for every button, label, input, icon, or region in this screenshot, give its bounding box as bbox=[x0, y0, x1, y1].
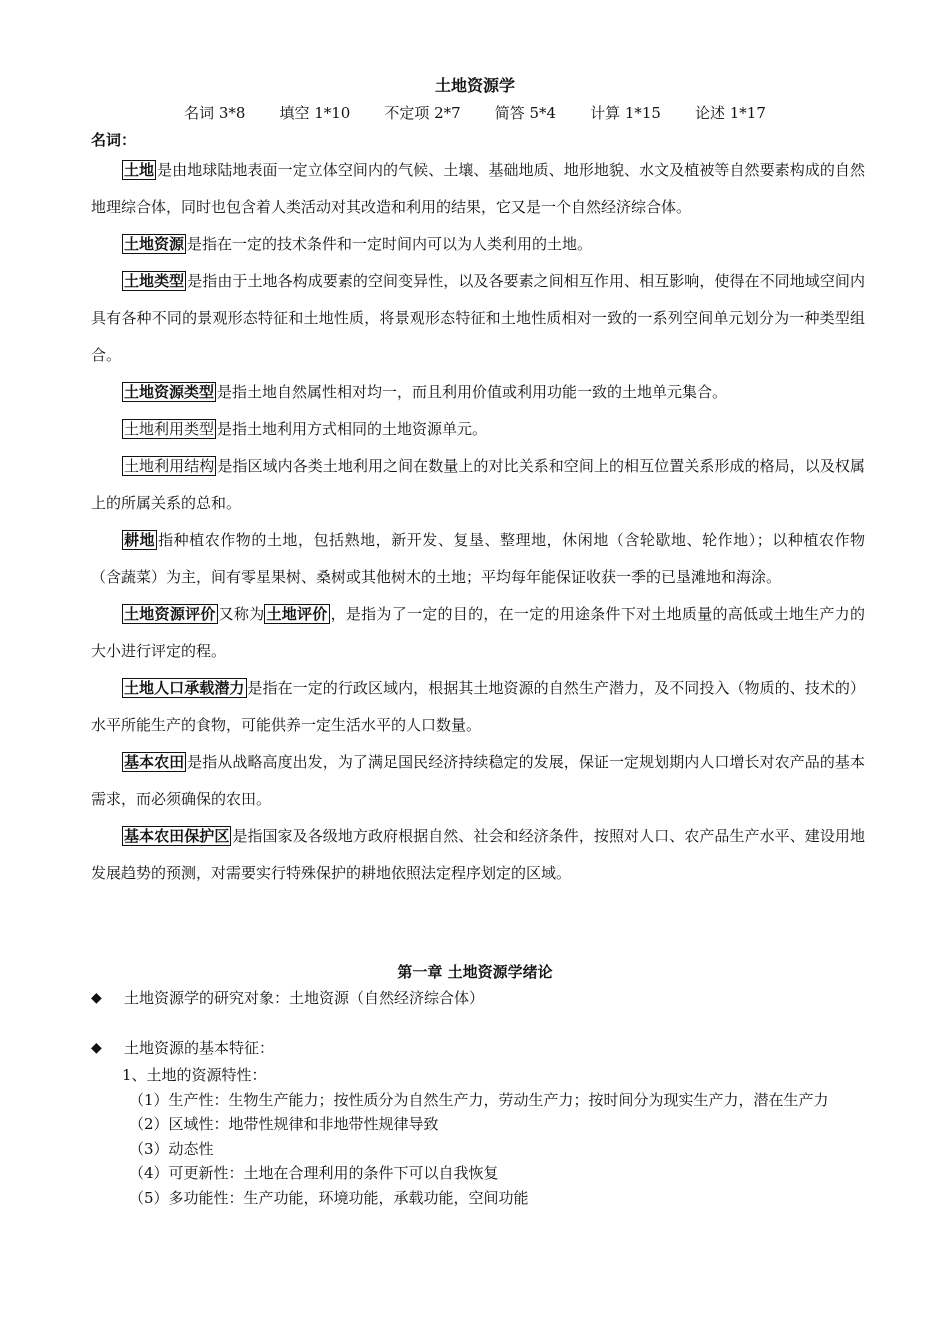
definition-paragraph bbox=[91, 522, 865, 596]
definition-text: 是由地球陆地表面一定立体空间内的气候、土壤、基础地质、地形地貌、水文及植被等自然要素构成的自然地理综合体，同时也包含着人类活动对其改造和利用的结果，它又是一个自然经济综合体。 bbox=[91, 161, 865, 216]
term-box: 土地评价 bbox=[266, 605, 328, 623]
score-item: 论述 1*17 bbox=[694, 104, 766, 122]
term-box: 土地人口承载潜力 bbox=[124, 679, 245, 697]
diamond-bullet-icon: ◆ bbox=[91, 1040, 102, 1056]
list-item: （4）可更新性：土地在合理利用的条件下可以自我恢复 bbox=[129, 1164, 499, 1182]
score-item: 简答 5*4 bbox=[494, 104, 557, 122]
definition-paragraph bbox=[91, 226, 865, 263]
sub-heading: 1、土地的资源特性： bbox=[122, 1066, 267, 1084]
definition-paragraph bbox=[91, 670, 865, 744]
list-item: （5）多功能性：生产功能，环境功能，承载功能，空间功能 bbox=[129, 1188, 529, 1207]
definition-paragraph bbox=[91, 411, 865, 448]
definition-text: 是指区域内各类土地利用之间在数量上的对比关系和空间上的相互位置关系形成的格局，以及权属上的所属关系的总和。 bbox=[91, 457, 865, 512]
score-item: 计算 1*15 bbox=[590, 104, 661, 122]
score-item: 名词 3*8 bbox=[184, 104, 246, 122]
score-item: 填空 1*10 bbox=[279, 104, 351, 122]
document-title: 土地资源学 bbox=[434, 76, 515, 95]
definition-text: 是指土地利用方式相同的土地资源单元。 bbox=[217, 420, 488, 438]
bullet-item bbox=[91, 1036, 274, 1060]
definition-text: 是指在一定的行政区域内，根据其土地资源的自然生产潜力，及不同投入（物质的、技术的）水平所能生产的食物，可能供养一定生活水平的人口数量。 bbox=[91, 679, 865, 734]
definition-text: 是指由于土地各构成要素的空间变异性，以及各要素之间相互作用、相互影响，使得在不同地域空间内具有各种不同的景观形态特征和土地性质，将景观形态特征和土地性质相对一致的一系列空间单元划分为一种类型组合。 bbox=[91, 272, 865, 364]
term-box: 土地 bbox=[124, 161, 155, 179]
definition-text: 指种植农作物的土地，包括熟地，新开发、复垦、整理地，休闲地（含轮歇地、轮作地）；以种植农作物（含蔬菜）为主，间有零星果树、桑树或其他树木的土地；平均每年能保证收获一季的已垦滩地和海涂。 bbox=[91, 531, 865, 586]
definition-paragraph bbox=[91, 448, 865, 522]
term-box: 基本农田保护区 bbox=[124, 827, 230, 845]
term-box: 耕地 bbox=[124, 531, 156, 549]
definition-text: 是指在一定的技术条件和一定时间内可以为人类利用的土地。 bbox=[187, 235, 593, 253]
bullet-text: 土地资源的基本特征： bbox=[124, 1039, 275, 1057]
term-box: 土地利用类型 bbox=[124, 420, 215, 438]
definition-text: 是指土地自然属性相对均一，而且利用价值或利用功能一致的土地单元集合。 bbox=[217, 383, 728, 401]
score-item: 不定项 2*7 bbox=[384, 104, 461, 122]
definition-paragraph bbox=[91, 374, 865, 411]
definition-text: 是指从战略高度出发，为了满足国民经济持续稳定的发展，保证一定规划期内人口增长对农产品的基本需求，而必须确保的农田。 bbox=[91, 753, 865, 808]
term-box: 基本农田 bbox=[124, 753, 185, 771]
terms-section-label: 名词： bbox=[91, 131, 137, 149]
bullet-item bbox=[91, 986, 484, 1010]
bullet-text: 土地资源学的研究对象：土地资源（自然经济综合体） bbox=[124, 989, 485, 1007]
list-item: （1）生产性：生物生产能力；按性质分为自然生产力，劳动生产力；按时间分为现实生产力，潜在生产力 bbox=[129, 1090, 829, 1109]
definition-paragraph bbox=[91, 263, 865, 374]
score-distribution bbox=[0, 101, 950, 125]
list-item: （3）动态性 bbox=[129, 1139, 214, 1158]
definition-text: ，是指为了一定的目的，在一定的用途条件下对土地质量的高低或土地生产力的大小进行评定的程。 bbox=[91, 605, 865, 660]
definition-paragraph bbox=[91, 152, 865, 226]
definition-paragraph bbox=[91, 596, 865, 670]
definition-paragraph bbox=[91, 818, 865, 892]
diamond-bullet-icon: ◆ bbox=[91, 990, 102, 1006]
term-box: 土地资源 bbox=[124, 235, 185, 253]
term-box: 土地资源类型 bbox=[124, 383, 215, 401]
term-box: 土地资源评价 bbox=[124, 605, 216, 623]
definition-connector: 又称为 bbox=[218, 605, 265, 623]
term-box: 土地利用结构 bbox=[124, 457, 215, 475]
term-box: 土地类型 bbox=[124, 272, 185, 290]
definition-text: 是指国家及各级地方政府根据自然、社会和经济条件，按照对人口、农产品生产水平、建设用地发展趋势的预测，对需要实行特殊保护的耕地依照法定程序划定的区域。 bbox=[91, 827, 865, 882]
chapter-heading: 第一章 土地资源学绪论 bbox=[397, 963, 553, 981]
definitions-list bbox=[91, 152, 865, 892]
definition-paragraph bbox=[91, 744, 865, 818]
list-item: （2）区域性：地带性规律和非地带性规律导致 bbox=[129, 1115, 439, 1133]
feature-list bbox=[91, 1063, 865, 1210]
